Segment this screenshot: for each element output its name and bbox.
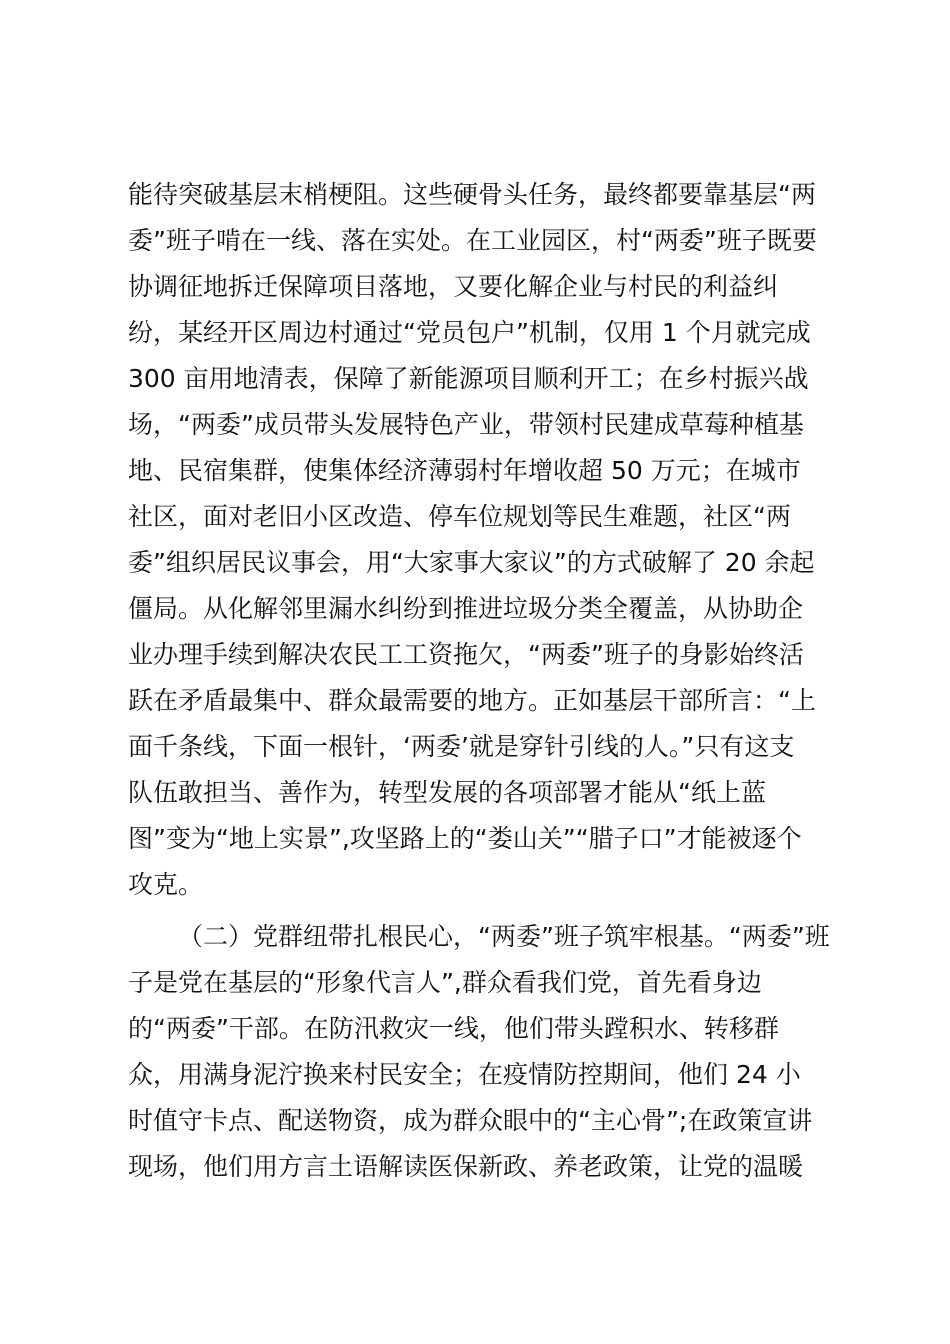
text-line: 地、民宿集群，使集体经济薄弱村年增收超 50 万元；在城市 — [128, 456, 801, 485]
text-line: 跃在矛盾最集中、群众最需要的地方。正如基层干部所言：“上 — [128, 686, 816, 715]
text-line: 子是党在基层的“形象代言人”,群众看我们党，首先看身边 — [128, 968, 762, 997]
text-line: 社区，面对老旧小区改造、停车位规划等民生难题，社区“两 — [128, 502, 791, 531]
text-line: 时值守卡点、配送物资，成为群众眼中的“主心骨”;在政策宣讲 — [128, 1106, 813, 1135]
text-line: 委”班子啃在一线、落在实处。在工业园区，村“两委”班子既要 — [128, 226, 817, 255]
body-text — [128, 172, 838, 1190]
text-line: 队伍敢担当、善作为，转型发展的各项部署才能从“纸上蓝 — [128, 778, 766, 807]
text-line: 现场，他们用方言土语解读医保新政、养老政策，让党的温暖 — [128, 1152, 804, 1181]
text-line: 委”组织居民议事会，用“大家事大家议”的方式破解了 20 余起 — [128, 548, 815, 577]
text-line: 协调征地拆迁保障项目落地，又要化解企业与村民的利益纠 — [128, 272, 779, 301]
text-line-indented: （二）党群纽带扎根民心，“两委”班子筑牢根基。“两委”班 — [178, 922, 830, 951]
text-line: 业办理手续到解决农民工工资拖欠，“两委”班子的身影始终活 — [128, 640, 804, 669]
text-line: 面千条线，下面一根针，‘两委’就是穿针引线的人。”只有这支 — [128, 732, 795, 761]
text-line: 纷，某经开区周边村通过“党员包户”机制，仅用 1 个月就完成 — [128, 318, 811, 347]
text-line: 300 亩用地清表，保障了新能源项目顺利开工；在乡村振兴战 — [128, 364, 809, 393]
text-line: 攻克。 — [128, 870, 204, 899]
text-line: 场，“两委”成员带头发展特色产业，带领村民建成草莓种植基 — [128, 410, 804, 439]
text-line: 的“两委”干部。在防汛救灾一线，他们带头蹚积水、转移群 — [128, 1014, 779, 1043]
text-line: 能待突破基层末梢梗阻。这些硬骨头任务，最终都要靠基层“两 — [128, 180, 816, 209]
text-line: 僵局。从化解邻里漏水纠纷到推进垃圾分类全覆盖，从协助企 — [128, 594, 804, 623]
text-line: 图”变为“地上实景”,攻坚路上的“娄山关”“腊子口”才能被逐个 — [128, 824, 802, 853]
text-line: 众，用满身泥泞换来村民安全；在疫情防控期间，他们 24 小 — [128, 1060, 801, 1089]
